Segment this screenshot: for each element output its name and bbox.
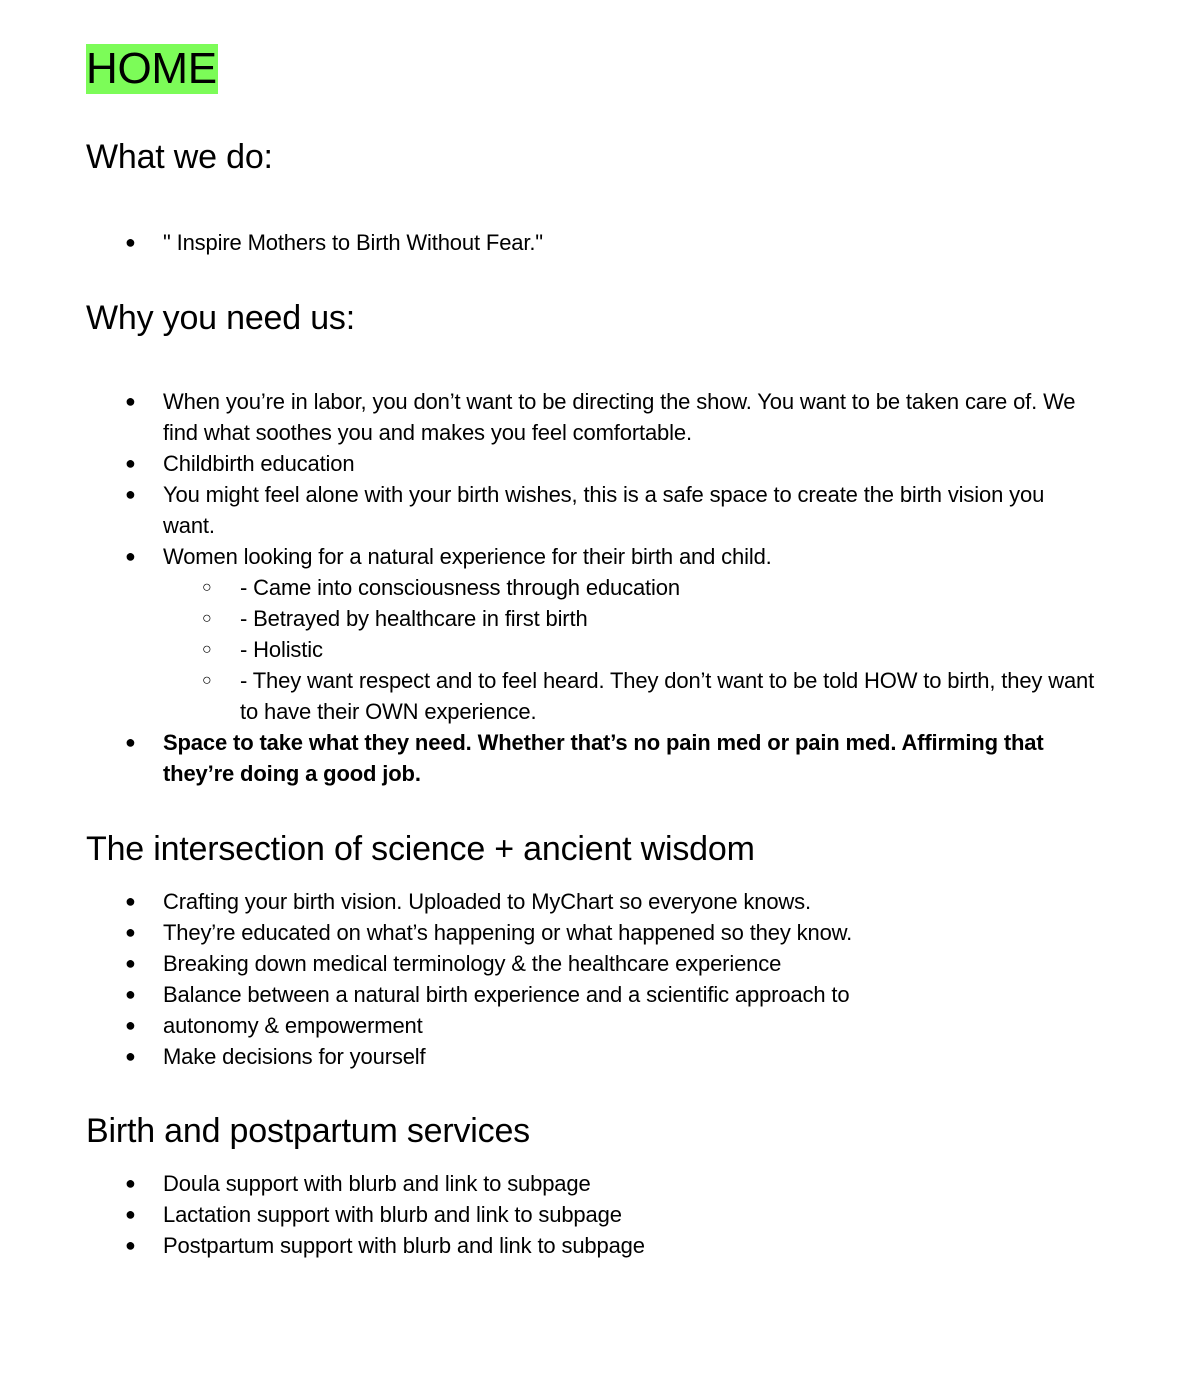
bullet-icon: ●: [125, 1015, 136, 1035]
list-item: [86, 917, 1096, 948]
list-item-text: Childbirth education: [163, 451, 355, 476]
list-item-text: Balance between a natural birth experience and a scientific approach to: [163, 982, 850, 1007]
list-item: [86, 448, 1096, 479]
list-item: [86, 386, 1096, 448]
list-item-text: They’re educated on what’s happening or what happened so they know.: [163, 920, 853, 945]
sub-list-item-text: - Betrayed by healthcare in first birth: [240, 606, 588, 631]
hollow-bullet-icon: ○: [202, 672, 212, 689]
sub-list-item-text: - Came into consciousness through education: [240, 575, 680, 600]
bullet-icon: ●: [125, 1173, 136, 1193]
bullet-icon: ●: [125, 732, 136, 752]
bullet-icon: ●: [125, 546, 136, 566]
list-item-text: Postpartum support with blurb and link to subpage: [163, 1233, 645, 1258]
list-item: [86, 1199, 1096, 1230]
heading-birth-postpartum-services: Birth and postpartum services: [86, 1112, 530, 1150]
bullet-icon: ●: [125, 1204, 136, 1224]
list-item-text: Doula support with blurb and link to subpage: [163, 1171, 591, 1196]
list-item: [86, 227, 1096, 258]
heading-science-ancient-wisdom: The intersection of science + ancient wisdom: [86, 830, 755, 868]
sub-list: [86, 572, 1096, 727]
list-item-text: Crafting your birth vision. Uploaded to MyChart so everyone knows.: [163, 889, 811, 914]
list-item-text: When you’re in labor, you don’t want to be directing the show. You want to be taken care of. We find what soothes you and makes you feel comfortable.: [163, 389, 1076, 445]
list-item-text: You might feel alone with your birth wishes, this is a safe space to create the birth vision you want.: [163, 482, 1045, 538]
list-item: [86, 1010, 1096, 1041]
sub-list-item-text: - Holistic: [240, 637, 323, 662]
bullet-icon: ●: [125, 453, 136, 473]
list-item-text: Women looking for a natural experience for their birth and child.: [163, 544, 772, 569]
page-title: HOME: [86, 44, 217, 93]
list-item-text: autonomy & empowerment: [163, 1013, 423, 1038]
hollow-bullet-icon: ○: [202, 610, 212, 627]
bullet-icon: ●: [125, 232, 136, 252]
list-birth-postpartum-services: [86, 1168, 1096, 1261]
list-item-text: Breaking down medical terminology & the healthcare experience: [163, 951, 782, 976]
bullet-icon: ●: [125, 953, 136, 973]
bullet-icon: ●: [125, 391, 136, 411]
list-item: [86, 1230, 1096, 1261]
list-item: [86, 1168, 1096, 1199]
list-item-text: " Inspire Mothers to Birth Without Fear.": [163, 230, 543, 255]
list-science-ancient-wisdom: [86, 886, 1096, 1072]
hollow-bullet-icon: ○: [202, 641, 212, 658]
bullet-icon: ●: [125, 484, 136, 504]
sub-list-item: [86, 634, 1096, 665]
list-item-text: Make decisions for yourself: [163, 1044, 426, 1069]
sub-list-item-text: - They want respect and to feel heard. They don’t want to be told HOW to birth, they want to have their OWN experience.: [240, 668, 1095, 724]
bullet-icon: ●: [125, 1046, 136, 1066]
list-item-text: Space to take what they need. Whether that’s no pain med or pain med. Affirming that they’re doing a good job.: [163, 730, 1044, 786]
bullet-icon: ●: [125, 1235, 136, 1255]
list-item-text: Lactation support with blurb and link to subpage: [163, 1202, 622, 1227]
sub-list-item: [86, 572, 1096, 603]
list-item: [86, 948, 1096, 979]
list-what-we-do: [86, 227, 1096, 258]
hollow-bullet-icon: ○: [202, 579, 212, 596]
heading-what-we-do: What we do:: [86, 138, 273, 176]
list-item: [86, 979, 1096, 1010]
list-item: [86, 886, 1096, 917]
sub-list-item: [86, 665, 1096, 727]
heading-why-you-need-us: Why you need us:: [86, 299, 355, 337]
title-block: [86, 44, 218, 94]
list-item-bold: [86, 727, 1096, 789]
list-item: [86, 1041, 1096, 1072]
list-item: [86, 479, 1096, 541]
list-item: [86, 541, 1096, 727]
bullet-icon: ●: [125, 891, 136, 911]
list-why-you-need-us: [86, 386, 1096, 789]
sub-list-item: [86, 603, 1096, 634]
bullet-icon: ●: [125, 984, 136, 1004]
bullet-icon: ●: [125, 922, 136, 942]
